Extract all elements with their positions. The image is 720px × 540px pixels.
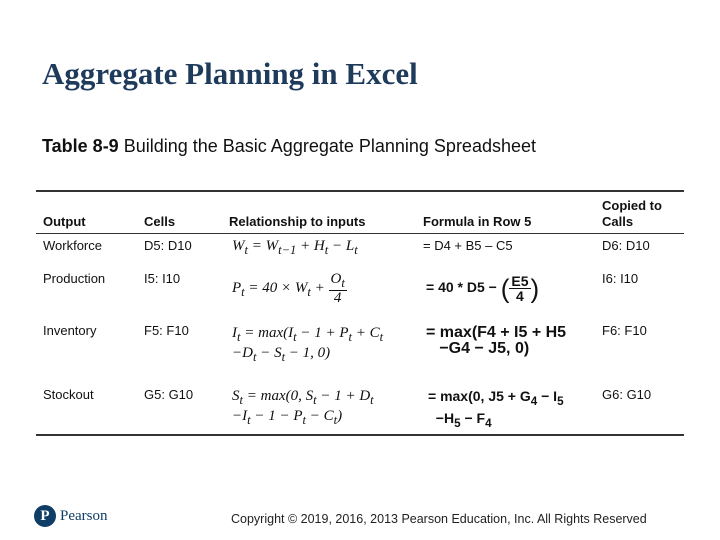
page-title: Aggregate Planning in Excel <box>42 56 418 91</box>
pearson-logo <box>34 505 108 527</box>
table-bottom-rule <box>36 434 684 436</box>
row-stockout-cells: G5: G10 <box>144 387 194 402</box>
row-production-copied: I6: I10 <box>602 271 639 286</box>
row-inventory-copied: F6: F10 <box>602 323 647 338</box>
table-caption-text: Building the Basic Aggregate Planning Spreadsheet <box>118 136 536 156</box>
table-caption <box>42 136 536 157</box>
table-header-rule <box>36 233 684 234</box>
header-formula: Formula in Row 5 <box>423 214 532 229</box>
row-workforce-formula: = D4 + B5 – C5 <box>423 238 513 253</box>
pearson-logo-text: Pearson <box>60 507 108 524</box>
row-stockout-output: Stockout <box>43 387 94 402</box>
row-production-formula: = 40 * D5 − ( $\frac{E5}{4}$ ) <box>426 273 540 304</box>
pearson-logo-icon: P <box>34 505 56 527</box>
row-inventory-formula: = max(F4 + I5 + H5 −G4 − J5, 0) <box>426 324 567 357</box>
row-inventory-relationship: $I_t = \max(I_t - 1 + P_t + C_t$ $-D_t - S_t - 1$, 0) <box>232 325 384 364</box>
header-relationship: Relationship to inputs <box>229 214 366 229</box>
header-output: Output <box>43 214 86 229</box>
row-workforce-relationship: $W_t = W_{t-1} + H_t - L_t$ <box>232 238 358 257</box>
row-workforce-copied: D6: D10 <box>602 238 650 253</box>
table-caption-label: Table 8-9 <box>42 136 119 156</box>
header-copied: Copied to Calls <box>602 198 662 229</box>
row-production-relationship: $P_t = 40 \times W_t$ + $\frac{O_t}{4}$ <box>232 271 345 306</box>
row-stockout-copied: G6: G10 <box>602 387 652 402</box>
copyright-notice: Copyright © 2019, 2016, 2013 Pearson Education, Inc. All Rights Reserved <box>231 512 647 526</box>
header-cells: Cells <box>144 214 176 229</box>
row-workforce-output: Workforce <box>43 238 102 253</box>
row-inventory-output: Inventory <box>43 323 97 338</box>
row-workforce-cells: D5: D10 <box>144 238 192 253</box>
row-inventory-cells: F5: F10 <box>144 323 189 338</box>
row-production-output: Production <box>43 271 106 286</box>
row-stockout-formula: = max(0, $J5 + G_4 - I_5$ $-H_5 - F_4$ <box>428 388 564 430</box>
table-top-rule <box>36 190 684 192</box>
row-production-cells: I5: I10 <box>144 271 181 286</box>
row-stockout-relationship: $S_t = \max(0$, $S_t - 1 + D_t$ $-I_t - 1 - P_t - C_t$) <box>232 388 374 427</box>
